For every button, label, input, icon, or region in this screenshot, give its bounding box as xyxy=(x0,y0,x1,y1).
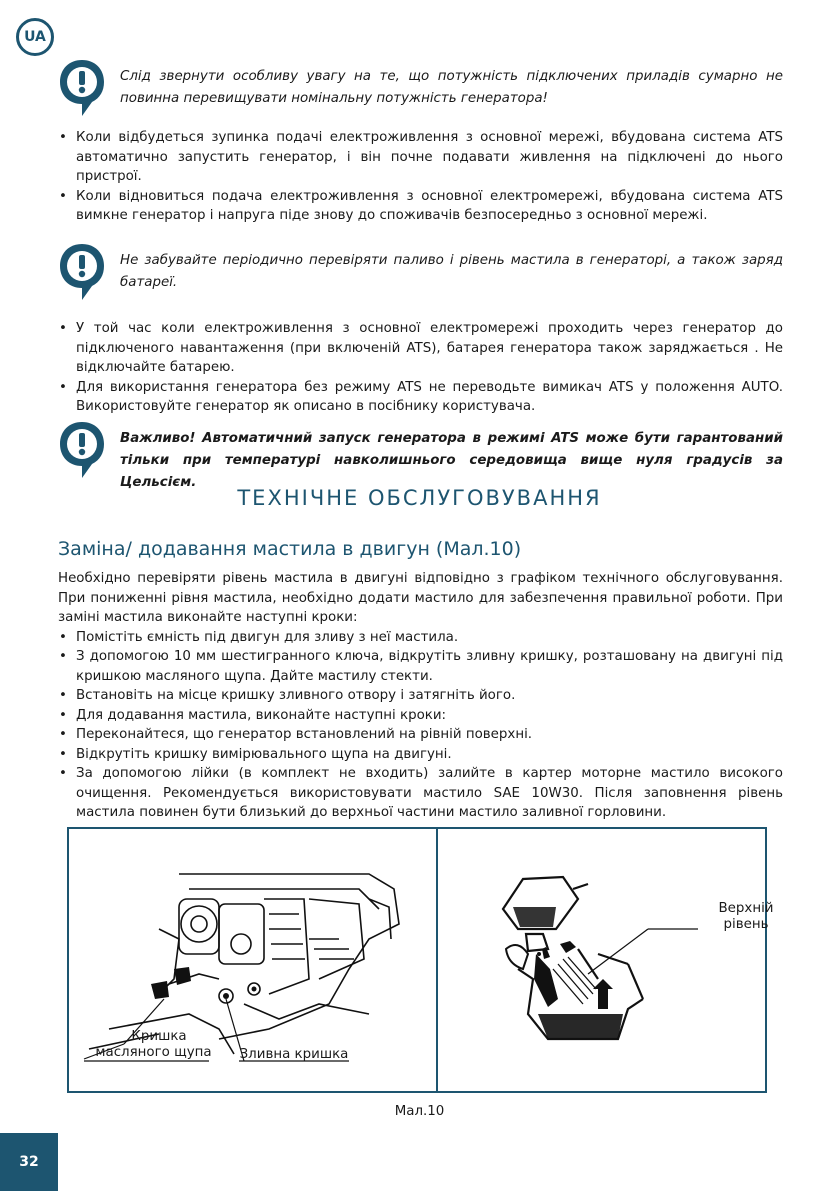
upper-level-label-line2: рівень xyxy=(723,917,769,932)
language-badge: UA xyxy=(16,18,54,56)
steps-list xyxy=(58,628,783,823)
maintenance-body xyxy=(58,569,783,823)
figure-caption: Мал.10 xyxy=(394,1104,445,1119)
upper-level-label-line1: Верхній xyxy=(718,901,774,916)
note-text: Не забувайте періодично перевіряти паливо і рівень мастила в генераторі, а також заряд батареї. xyxy=(120,253,783,290)
list-item: • Переконайтеся, що генератор встановлений на рівній поверхні. xyxy=(58,725,783,745)
oil-fill-illustration xyxy=(438,829,768,1091)
list-item: • Коли відновиться подача електроживлення з основної електромережі, вбудована система ATS вимкне генератор і напруга піде знову до споживачів безпосередньо з основної мережі. xyxy=(58,187,783,226)
warning-icon xyxy=(58,242,106,302)
list-item: • За допомогою лійки (в комплект не входить) залийте в картер моторне мастило високого очищення. Рекомендується використовувати мастило SAE 10W30. Після заповнення рівень мастила повинен бути близький до верхньої частини мастило заливної горловини. xyxy=(58,764,783,823)
ats-bullet-list xyxy=(58,128,783,226)
dipstick-label-line2: масляного щупа xyxy=(95,1045,212,1060)
note-text: Важливо! Автоматичний запуск генератора в режимі ATS може бути гарантований тільки при температурі навколишнього середовища вище нуля градусів за Цельсієм. xyxy=(120,431,783,490)
subsection-title: Заміна/ додавання мастила в двигун (Мал.10) xyxy=(58,538,522,560)
warning-note-1 xyxy=(58,58,783,118)
warning-icon xyxy=(58,58,106,118)
warning-icon xyxy=(58,420,106,480)
list-item: • Для використання генератора без режиму ATS не переводьте вимикач ATS у положення AUTO. Використовуйте генератор як описано в посібнику користувача. xyxy=(58,378,783,417)
dipstick-label-line1: Кришка xyxy=(131,1029,187,1044)
note-text: Слід звернути особливу увагу на те, що потужність підключених приладів сумарно не повинна перевищувати номінальну потужність генератора! xyxy=(120,69,783,106)
battery-bullet-list xyxy=(58,319,783,417)
list-item: • З допомогою 10 мм шестигранного ключа, відкрутіть зливну кришку, розташовану на двигуні під кришкою масляного щупа. Дайте мастилу стекти. xyxy=(58,647,783,686)
list-item: • Для додавання мастила, виконайте наступні кроки: xyxy=(58,706,783,726)
list-item: • У той час коли електроживлення з основної електромережі проходить через генератор до підключеного навантаження (при включеній ATS), батарея генератора також заряджається . Не відключайте батарею. xyxy=(58,319,783,378)
list-item: • Помістіть ємність під двигун для зливу з неї мастила. xyxy=(58,628,783,648)
warning-note-2 xyxy=(58,242,783,302)
section-title: ТЕХНІЧНЕ ОБСЛУГОВУВАННЯ xyxy=(237,486,602,510)
intro-paragraph: Необхідно перевіряти рівень мастила в двигуні відповідно з графіком технічного обслуговування. При пониженні рівня мастила, необхідно додати мастило для забезпечення правильної роботи. При заміні мастила виконайте наступні кроки: xyxy=(58,571,783,625)
page-number: 32 xyxy=(0,1133,58,1191)
figure-10 xyxy=(67,827,774,1093)
list-item: • Коли відбудеться зупинка подачі електроживлення з основної мережі, вбудована система ATS автоматично запустить генератор, і він почне подавати живлення на підключені до нього пристрої. xyxy=(58,128,783,187)
warning-note-3 xyxy=(58,420,783,494)
drain-cap-label: Зливна кришка xyxy=(239,1047,349,1062)
list-item: • Відкрутіть кришку вимірювального щупа на двигуні. xyxy=(58,745,783,765)
list-item: • Встановіть на місце кришку зливного отвору і затягніть його. xyxy=(58,686,783,706)
